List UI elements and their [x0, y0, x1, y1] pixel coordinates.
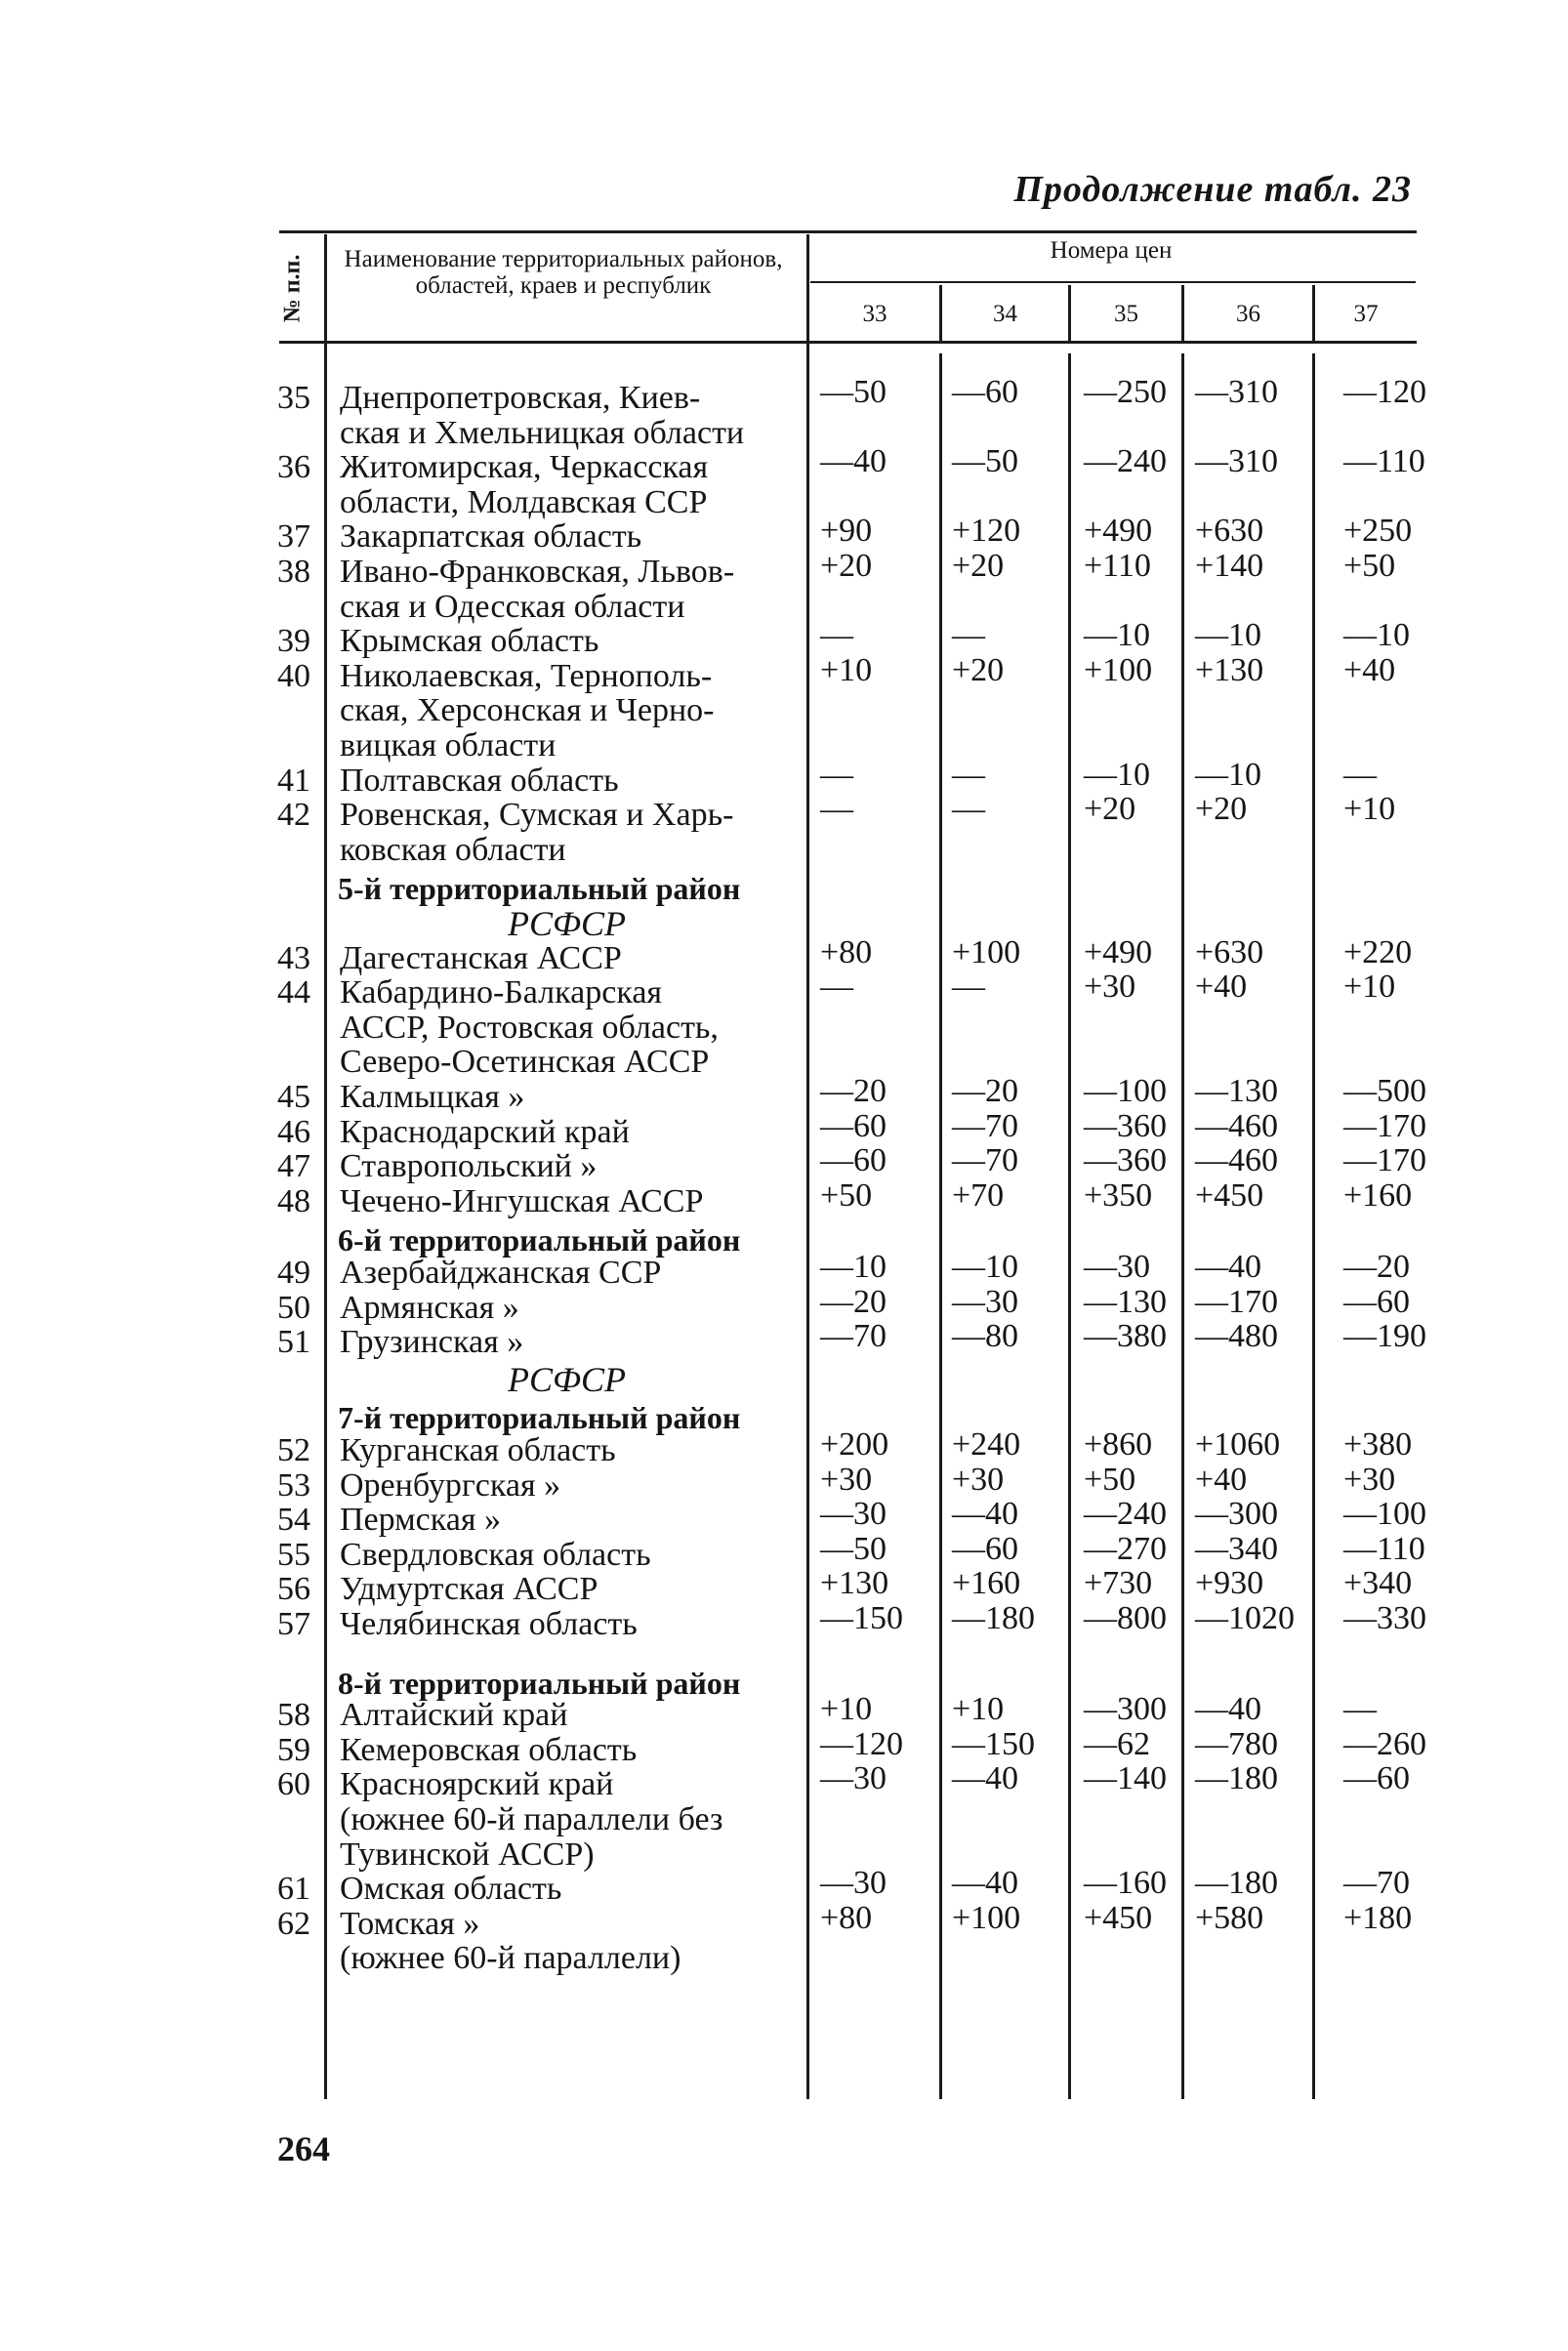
price-adjustment-value: +40 [1195, 1461, 1248, 1498]
price-column-header: 34 [993, 301, 1017, 327]
price-adjustment-value: —10 [1195, 756, 1261, 793]
price-adjustment-value: —60 [952, 1530, 1018, 1567]
price-adjustment-value: —310 [1195, 443, 1278, 480]
price-adjustment-value: +80 [820, 933, 873, 970]
region-name-line: ковская области [340, 831, 566, 868]
price-adjustment-value: +10 [1343, 791, 1396, 828]
region-name-line: Крымская область [340, 623, 599, 660]
price-adjustment-value: —40 [952, 1760, 1018, 1797]
price-adjustment-value: —40 [820, 443, 887, 480]
price-adjustment-value: —260 [1343, 1725, 1426, 1762]
price-adjustment-value: — [952, 756, 985, 793]
row-number: 61 [277, 1871, 310, 1908]
row-number: 42 [277, 797, 310, 834]
region-name-line: Кабардино-Балкарская [340, 974, 663, 1011]
price-adjustment-value: +50 [820, 1176, 873, 1214]
price-adjustment-value: —30 [820, 1496, 887, 1533]
price-adjustment-value: — [1343, 756, 1377, 793]
row-number: 39 [277, 623, 310, 660]
row-number: 47 [277, 1148, 310, 1185]
section-heading: 8-й территориальный район [338, 1665, 741, 1701]
price-adjustment-value: +20 [952, 548, 1005, 584]
price-adjustment-value: +200 [820, 1426, 889, 1463]
price-adjustment-value: —100 [1343, 1496, 1426, 1533]
price-adjustment-value: +20 [1084, 791, 1136, 828]
republic-heading: РСФСР [508, 1359, 626, 1399]
price-adjustment-value: +860 [1084, 1426, 1153, 1463]
price-adjustment-value: +10 [1343, 969, 1396, 1006]
price-adjustment-value: —30 [1084, 1249, 1150, 1285]
number-column-label: № п.п. [279, 254, 306, 322]
section-heading: 6-й территориальный район [338, 1222, 741, 1258]
price-adjustment-value: +1060 [1195, 1426, 1281, 1463]
price-adjustment-value: — [820, 617, 853, 654]
price-adjustment-value: +450 [1084, 1899, 1153, 1936]
price-adjustment-value: —50 [820, 1530, 887, 1567]
row-number: 44 [277, 974, 310, 1011]
price-adjustment-value: +140 [1195, 548, 1264, 584]
price-adjustment-value: —60 [1343, 1760, 1410, 1797]
row-number: 57 [277, 1606, 310, 1642]
price-adjustment-value: +20 [952, 651, 1005, 688]
price-adjustment-value: —120 [820, 1725, 903, 1762]
region-name-line: АССР, Ростовская область, [340, 1009, 719, 1046]
price-adjustment-value: +180 [1343, 1899, 1413, 1936]
price-adjustment-value: —60 [952, 374, 1018, 410]
price-adjustment-value: —360 [1084, 1107, 1167, 1144]
price-adjustment-value: —170 [1343, 1142, 1426, 1179]
price-adjustment-value: +490 [1084, 933, 1153, 970]
price-adjustment-value: —20 [820, 1283, 887, 1320]
price-adjustment-value: —240 [1084, 443, 1167, 480]
region-name-line: Закарпатская область [340, 518, 642, 556]
row-number: 51 [277, 1324, 310, 1361]
price-adjustment-value: — [952, 617, 985, 654]
price-adjustment-value: +30 [952, 1461, 1005, 1498]
region-name-line: Удмуртская АССР [340, 1571, 598, 1608]
row-number: 54 [277, 1502, 310, 1539]
region-name-line: Грузинская » [340, 1324, 524, 1361]
price-adjustment-value: +490 [1084, 513, 1153, 550]
price-adjustment-value: +40 [1343, 651, 1396, 688]
region-name-line: Полтавская область [340, 762, 619, 799]
price-adjustment-value: —40 [952, 1496, 1018, 1533]
price-adjustment-value: — [820, 969, 853, 1006]
price-adjustment-value: —130 [1084, 1283, 1167, 1320]
price-adjustment-value: +240 [952, 1426, 1021, 1463]
price-adjustment-value: —340 [1195, 1530, 1278, 1567]
price-adjustment-value: —150 [952, 1725, 1035, 1762]
region-name-line: Северо-Осетинская АССР [340, 1044, 710, 1081]
region-name-line: ская и Одесская области [340, 588, 685, 625]
price-adjustment-value: —60 [820, 1142, 887, 1179]
price-adjustment-value: —380 [1084, 1318, 1167, 1355]
section-heading: 7-й территориальный район [338, 1400, 741, 1436]
price-adjustment-value: —120 [1343, 374, 1426, 410]
row-number: 55 [277, 1536, 310, 1573]
region-name-line: ская и Хмельницкая области [340, 414, 745, 451]
row-number: 58 [277, 1697, 310, 1734]
price-adjustment-value: +100 [952, 933, 1021, 970]
region-name-line: Ровенская, Сумская и Харь- [340, 797, 734, 834]
price-adjustment-value: — [952, 969, 985, 1006]
price-adjustment-value: —110 [1343, 1530, 1425, 1567]
price-adjustment-value: +10 [820, 651, 873, 688]
region-name-line: Кемеровская область [340, 1731, 638, 1768]
price-adjustment-value: —170 [1343, 1107, 1426, 1144]
price-adjustment-value: —30 [820, 1760, 887, 1797]
price-adjustment-value: —160 [1084, 1865, 1167, 1902]
price-adjustment-value: +350 [1084, 1176, 1153, 1214]
price-adjustment-value: —330 [1343, 1600, 1426, 1636]
price-adjustment-value: +30 [820, 1461, 873, 1498]
price-adjustment-value: —300 [1084, 1691, 1167, 1728]
price-adjustment-value: —300 [1195, 1496, 1278, 1533]
price-adjustment-value: —20 [952, 1073, 1018, 1109]
row-number: 49 [277, 1255, 310, 1291]
price-adjustment-value: —40 [952, 1865, 1018, 1902]
section-heading: 5-й территориальный район [338, 871, 741, 907]
row-number: 53 [277, 1466, 310, 1504]
price-adjustment-value: —50 [952, 443, 1018, 480]
price-adjustment-value: —50 [820, 374, 887, 410]
price-adjustment-value: — [820, 756, 853, 793]
region-name-line: (южнее 60-й параллели без [340, 1801, 723, 1837]
price-adjustment-value: —140 [1084, 1760, 1167, 1797]
row-number: 37 [277, 518, 310, 556]
price-adjustment-value: +220 [1343, 933, 1413, 970]
page-number: 264 [277, 2129, 330, 2168]
region-name-line: (южнее 60-й параллели) [340, 1940, 681, 1977]
price-column-header: 35 [1114, 301, 1138, 327]
price-adjustment-value: —800 [1084, 1600, 1167, 1636]
price-adjustment-value: —60 [820, 1107, 887, 1144]
price-adjustment-value: — [952, 791, 985, 828]
region-name-line: Ставропольский » [340, 1148, 598, 1185]
price-adjustment-value: +380 [1343, 1426, 1413, 1463]
row-number: 36 [277, 449, 310, 486]
region-name-line: Чечено-Ингушская АССР [340, 1182, 704, 1219]
price-adjustment-value: +50 [1084, 1461, 1136, 1498]
price-adjustment-value: —10 [952, 1249, 1018, 1285]
price-adjustment-value: +160 [1343, 1176, 1413, 1214]
price-adjustment-value: +730 [1084, 1565, 1153, 1602]
region-name-line: Николаевская, Тернополь- [340, 657, 713, 694]
row-number: 52 [277, 1432, 310, 1468]
price-adjustment-value: —180 [1195, 1760, 1278, 1797]
region-name-line: ская, Херсонская и Черно- [340, 692, 715, 729]
price-adjustment-value: —130 [1195, 1073, 1278, 1109]
price-adjustment-value: +100 [1084, 651, 1153, 688]
region-name-line: Алтайский край [340, 1697, 568, 1734]
region-name-line: Ивано-Франковская, Львов- [340, 554, 735, 590]
region-name-line: вицкая области [340, 727, 557, 763]
price-adjustment-value: —270 [1084, 1530, 1167, 1567]
price-adjustment-value: —480 [1195, 1318, 1278, 1355]
price-adjustment-value: +110 [1084, 548, 1151, 584]
region-name-line: Красноярский край [340, 1766, 614, 1803]
price-adjustment-value: —170 [1195, 1283, 1278, 1320]
table-caption: Продолжение табл. 23 [1013, 169, 1412, 210]
price-adjustment-value: +90 [820, 513, 873, 550]
row-number: 46 [277, 1113, 310, 1150]
price-adjustment-value: —30 [952, 1283, 1018, 1320]
price-adjustment-value: —20 [820, 1073, 887, 1109]
price-adjustment-value: —180 [1195, 1865, 1278, 1902]
row-number: 43 [277, 939, 310, 976]
row-number: 50 [277, 1289, 310, 1326]
row-number: 40 [277, 657, 310, 694]
price-adjustment-value: +630 [1195, 933, 1264, 970]
price-column-header: 33 [862, 301, 887, 327]
price-adjustment-value: —180 [952, 1600, 1035, 1636]
price-column-header: 37 [1353, 301, 1379, 327]
row-number: 41 [277, 762, 310, 799]
price-adjustment-value: —190 [1343, 1318, 1426, 1355]
price-adjustment-value: +10 [952, 1691, 1005, 1728]
price-adjustment-value: +340 [1343, 1565, 1413, 1602]
row-number: 59 [277, 1731, 310, 1768]
price-adjustment-value: +80 [820, 1899, 873, 1936]
price-adjustment-value: —40 [1195, 1691, 1261, 1728]
region-name-line: Курганская область [340, 1432, 616, 1468]
price-adjustment-value: —70 [952, 1142, 1018, 1179]
price-group-header: Номера цен [1050, 237, 1173, 264]
row-number: 60 [277, 1766, 310, 1803]
price-adjustment-value: +130 [820, 1565, 889, 1602]
price-adjustment-value: +20 [820, 548, 873, 584]
region-name-line: Житомирская, Черкасская [340, 449, 709, 486]
price-adjustment-value: +30 [1084, 969, 1136, 1006]
price-adjustment-value: +30 [1343, 1461, 1396, 1498]
price-adjustment-value: —1020 [1195, 1600, 1295, 1636]
region-name-line: Калмыцкая » [340, 1079, 525, 1115]
region-name-line: Днепропетровская, Киев- [340, 380, 701, 416]
row-number: 56 [277, 1571, 310, 1608]
row-number: 62 [277, 1905, 310, 1942]
price-adjustment-value: —310 [1195, 374, 1278, 410]
row-number: 35 [277, 380, 310, 416]
price-adjustment-value: — [1343, 1691, 1377, 1728]
price-adjustment-value: +50 [1343, 548, 1396, 584]
price-adjustment-value: —360 [1084, 1142, 1167, 1179]
price-adjustment-value: —460 [1195, 1107, 1278, 1144]
price-adjustment-value: —30 [820, 1865, 887, 1902]
price-adjustment-value: —110 [1343, 443, 1425, 480]
price-adjustment-value: +130 [1195, 651, 1264, 688]
price-adjustment-value: —150 [820, 1600, 903, 1636]
price-adjustment-value: —70 [952, 1107, 1018, 1144]
price-adjustment-value: —10 [820, 1249, 887, 1285]
region-name-line: Томская » [340, 1905, 480, 1942]
price-adjustment-value: +630 [1195, 513, 1264, 550]
price-adjustment-value: +100 [952, 1899, 1021, 1936]
price-adjustment-value: +160 [952, 1565, 1021, 1602]
region-name-line: области, Молдавская ССР [340, 483, 708, 520]
price-adjustment-value: —250 [1084, 374, 1167, 410]
row-number: 38 [277, 554, 310, 590]
region-name-line: Краснодарский край [340, 1113, 630, 1150]
row-number: 45 [277, 1079, 310, 1115]
region-name-line: Пермская » [340, 1502, 501, 1539]
price-adjustment-value: —240 [1084, 1496, 1167, 1533]
price-adjustment-value: —10 [1084, 756, 1150, 793]
row-number: 48 [277, 1182, 310, 1219]
region-name-line: Челябинская область [340, 1606, 638, 1642]
price-adjustment-value: —60 [1343, 1283, 1410, 1320]
price-adjustment-value: +580 [1195, 1899, 1264, 1936]
price-adjustment-value: +120 [952, 513, 1021, 550]
price-adjustment-value: +70 [952, 1176, 1005, 1214]
name-column-header: Наименование территориальных районов, областей, краев и республик [344, 246, 783, 299]
price-adjustment-value: —10 [1195, 617, 1261, 654]
region-name-line: Азербайджанская ССР [340, 1255, 662, 1291]
price-adjustment-value: —40 [1195, 1249, 1261, 1285]
price-adjustment-value: +20 [1195, 791, 1248, 828]
region-name-line: Омская область [340, 1871, 562, 1908]
republic-heading: РСФСР [508, 904, 626, 943]
price-adjustment-value: —70 [820, 1318, 887, 1355]
price-adjustment-value: —100 [1084, 1073, 1167, 1109]
region-name-line: Дагестанская АССР [340, 939, 622, 976]
price-adjustment-value: —500 [1343, 1073, 1426, 1109]
price-adjustment-value: +450 [1195, 1176, 1264, 1214]
region-name-line: Армянская » [340, 1289, 519, 1326]
region-name-line: Оренбургская » [340, 1466, 561, 1504]
price-adjustment-value: —62 [1084, 1725, 1150, 1762]
price-adjustment-value: —460 [1195, 1142, 1278, 1179]
price-adjustment-value: +10 [820, 1691, 873, 1728]
price-adjustment-value: +40 [1195, 969, 1248, 1006]
region-name-line: Тувинской АССР) [340, 1835, 595, 1873]
region-name-line: Свердловская область [340, 1536, 651, 1573]
price-adjustment-value: — [820, 791, 853, 828]
price-adjustment-value: —70 [1343, 1865, 1410, 1902]
price-adjustment-value: —780 [1195, 1725, 1278, 1762]
price-adjustment-value: +930 [1195, 1565, 1264, 1602]
price-adjustment-value: +250 [1343, 513, 1413, 550]
price-adjustment-value: —80 [952, 1318, 1018, 1355]
price-adjustment-value: —20 [1343, 1249, 1410, 1285]
price-column-header: 36 [1236, 301, 1260, 327]
price-adjustment-value: —10 [1084, 617, 1150, 654]
price-adjustment-value: —10 [1343, 617, 1410, 654]
